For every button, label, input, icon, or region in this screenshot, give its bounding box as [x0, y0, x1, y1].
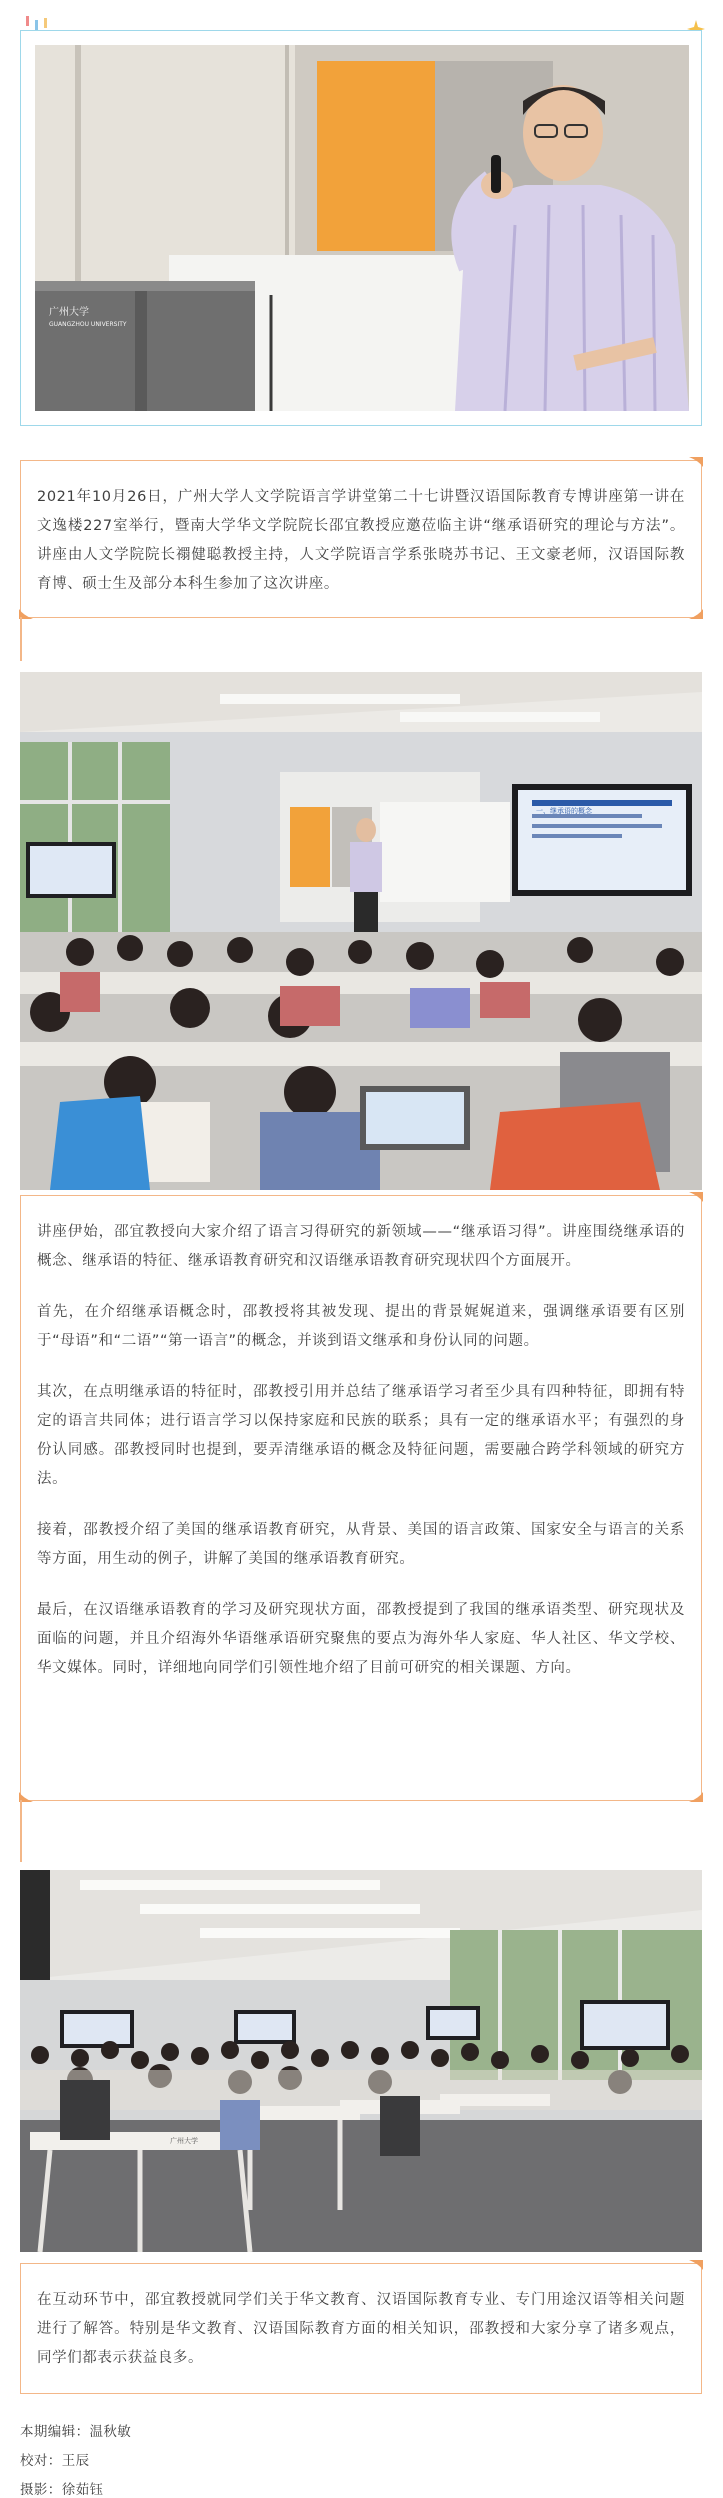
- body-paragraph-4: 接着，邵教授介绍了美国的继承语教育研究，从背景、美国的语言政策、国家安全与语言的关系等方面，用生动的例子，讲解了美国的继承语教育研究。: [37, 1522, 685, 1567]
- body-paragraph-1: 讲座伊始，邵宜教授向大家介绍了语言习得研究的新领域——“继承语习得”。讲座围绕继承语的概念、继承语的特征、继承语教育研究和汉语继承语教育研究现状四个方面展开。: [37, 1224, 685, 1269]
- intro-textbox: [20, 460, 702, 618]
- divider-line: [20, 617, 22, 661]
- screen-slide-title: 一、继承语的概念: [536, 807, 592, 815]
- credit-proofreader: 校对：王辰: [20, 2453, 90, 2469]
- interaction-textbox: [20, 2263, 702, 2394]
- corner-ornament-icon: [689, 457, 703, 467]
- body-textbox: [20, 1195, 702, 1801]
- classroom-photo: [20, 672, 702, 1190]
- decorative-marks-icon: [26, 12, 86, 32]
- body-paragraph-5: 最后，在汉语继承语教育的学习及研究现状方面，邵教授提到了我国的继承语类型、研究现状及面临的问题，并且介绍海外华语继承语研究聚焦的要点为海外华人家庭、华人社区、华文学校、华文媒体。同时，详细地向同学们引领性地介绍了目前可研究的相关课题、方向。: [37, 1602, 685, 1676]
- corner-ornament-icon: [689, 1792, 703, 1802]
- photo-frame: [20, 30, 702, 426]
- group-photo: [20, 1870, 702, 2252]
- divider-line: [20, 1800, 22, 1862]
- interaction-paragraph: 在互动环节中，邵宜教授就同学们关于华文教育、汉语国际教育专业、专门用途汉语等相关问题进行了解答。特别是华文教育、汉语国际教育方面的相关知识，邵教授和大家分享了诸多观点，同学们都表示获益良多。: [37, 2292, 685, 2366]
- body-paragraph-3: 其次，在点明继承语的特征时，邵教授引用并总结了继承语学习者至少具有四种特征，即拥有特定的语言共同体；进行语言学习以保持家庭和民族的联系；具有一定的继承语水平；有强烈的身份认同感。邵教授同时也提到，要弄清继承语的概念及特征问题，需要融合跨学科领域的研究方法。: [37, 1384, 685, 1487]
- credit-editor: 本期编辑：温秋敏: [20, 2424, 132, 2440]
- body-paragraph-2: 首先，在介绍继承语概念时，邵教授将其被发现、提出的背景娓娓道来，强调继承语要有区别于“母语”和“二语”“第一语言”的概念，并谈到语文继承和身份认同的问题。: [37, 1304, 685, 1349]
- credits: [20, 2418, 131, 2498]
- corner-ornament-icon: [689, 2260, 703, 2270]
- corner-ornament-icon: [689, 1192, 703, 1202]
- intro-paragraph: 2021年10月26日，广州大学人文学院语言学讲堂第二十七讲暨汉语国际教育专博讲座第一讲在文逸楼227室举行，暨南大学华文学院院长邵宜教授应邀莅临主讲“继承语研究的理论与方法”。讲座由人文学院院长禤健聪教授主持，人文学院语言学系张晓苏书记、王文豪老师，汉语国际教育博、硕士生及部分本科生参加了这次讲座。: [37, 489, 685, 592]
- podium-sign-cn: 广州大学: [49, 307, 89, 318]
- corner-ornament-icon: [689, 609, 703, 619]
- board-label: 广州大学: [170, 2137, 198, 2145]
- speaker-photo: [35, 45, 689, 411]
- credit-photographer: 摄影：徐茹钰: [20, 2482, 104, 2498]
- podium-sign-en: GUANGZHOU UNIVERSITY: [49, 321, 127, 328]
